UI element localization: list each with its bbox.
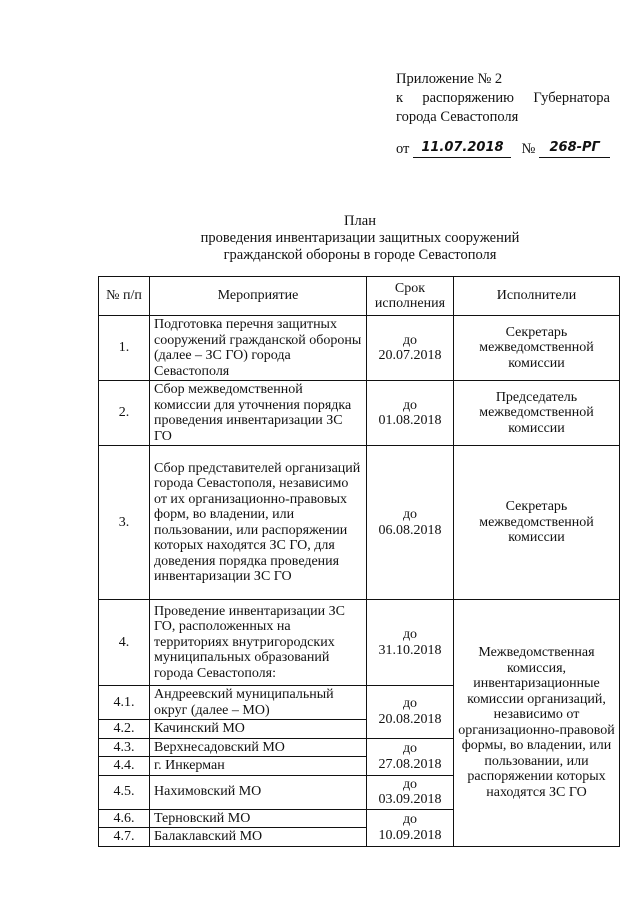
row-deadline: до 06.08.2018 — [367, 446, 454, 600]
order-number: 268-РГ — [539, 140, 610, 158]
order-prefix: от — [396, 141, 410, 157]
plan-title-line: План — [344, 213, 376, 229]
table-row — [99, 381, 620, 446]
row-num: 1. — [99, 316, 150, 381]
subrow-num: 4.5. — [99, 775, 150, 809]
row-num: 3. — [99, 446, 150, 600]
plan-table — [98, 276, 620, 847]
header-deadline: Срок исполнения — [367, 277, 454, 316]
subrow-event: Терновский МО — [150, 809, 367, 828]
order-date: 11.07.2018 — [413, 140, 511, 158]
row-num: 2. — [99, 381, 150, 446]
row-executor: Секретарь межведомственной комиссии — [454, 446, 620, 600]
row-event: Сбор представителей организаций города Севастополя, независимо от их организационно-правовых форм, во владении, или пользовании, или распоряжении которых находятся ЗС ГО, для доведения порядка проведения инвентаризации ЗС ГО — [150, 446, 367, 600]
appendix-city: города Севастополя — [396, 109, 519, 125]
subrow-deadline: до 20.08.2018 — [367, 686, 454, 739]
row-executor: Председатель межведомственной комиссии — [454, 381, 620, 446]
appendix-reference — [396, 89, 610, 108]
subrow-num: 4.6. — [99, 809, 150, 828]
plan-title-line: проведения инвентаризации защитных сооружений — [200, 230, 520, 246]
order-date-number — [396, 140, 610, 158]
row-event: Проведение инвентаризации ЗС ГО, расположенных на территориях внутригородских муниципальных образований города Севастополя: — [150, 600, 367, 686]
subrow-num: 4.2. — [99, 720, 150, 739]
table-header-row — [99, 277, 620, 316]
row-event: Подготовка перечня защитных сооружений гражданской обороны (далее – ЗС ГО) города Севастополя — [150, 316, 367, 381]
header-executors: Исполнители — [454, 277, 620, 316]
subrow-event: Нахимовский МО — [150, 775, 367, 809]
header-num: № п/п — [99, 277, 150, 316]
header-event: Мероприятие — [150, 277, 367, 316]
subrow-event: г. Инкерман — [150, 757, 367, 776]
subrow-num: 4.3. — [99, 738, 150, 757]
table-row — [99, 446, 620, 600]
subrow-event: Качинский МО — [150, 720, 367, 739]
table-row — [99, 316, 620, 381]
order-number-label: № — [521, 141, 536, 157]
plan-title-line: гражданской обороны в городе Севастополя — [223, 247, 497, 263]
subrow-num: 4.1. — [99, 686, 150, 720]
subrow-num: 4.4. — [99, 757, 150, 776]
row-executor: Секретарь межведомственной комиссии — [454, 316, 620, 381]
row-event: Сбор межведомственной комиссии для уточнения порядка проведения инвентаризации ЗС ГО — [150, 381, 367, 446]
row-num: 4. — [99, 600, 150, 686]
row-deadline: до 31.10.2018 — [367, 600, 454, 686]
row-deadline: до 20.07.2018 — [367, 316, 454, 381]
subrow-deadline: до 27.08.2018 — [367, 738, 454, 775]
table-row — [99, 600, 620, 686]
subrow-deadline: до 03.09.2018 — [367, 775, 454, 809]
appendix-reference-word: распоряжению — [422, 90, 515, 106]
row-executor: Межведомственная комиссия, инвентаризационные комиссии организаций, независимо от организационно-правовой формы, во владении, или пользовании, или распоряжении которых находятся ЗС ГО — [454, 600, 620, 847]
appendix-number: Приложение № 2 — [396, 71, 503, 87]
subrow-event: Верхнесадовский МО — [150, 738, 367, 757]
appendix-reference-word: к — [396, 90, 404, 106]
subrow-event: Андреевский муниципальный округ (далее – МО) — [150, 686, 367, 720]
subrow-event: Балаклавский МО — [150, 828, 367, 847]
plan-title — [140, 213, 580, 264]
row-deadline: до 01.08.2018 — [367, 381, 454, 446]
appendix-reference-word: Губернатора — [533, 90, 610, 106]
appendix-header — [396, 70, 610, 127]
subrow-deadline: до 10.09.2018 — [367, 809, 454, 846]
subrow-num: 4.7. — [99, 828, 150, 847]
